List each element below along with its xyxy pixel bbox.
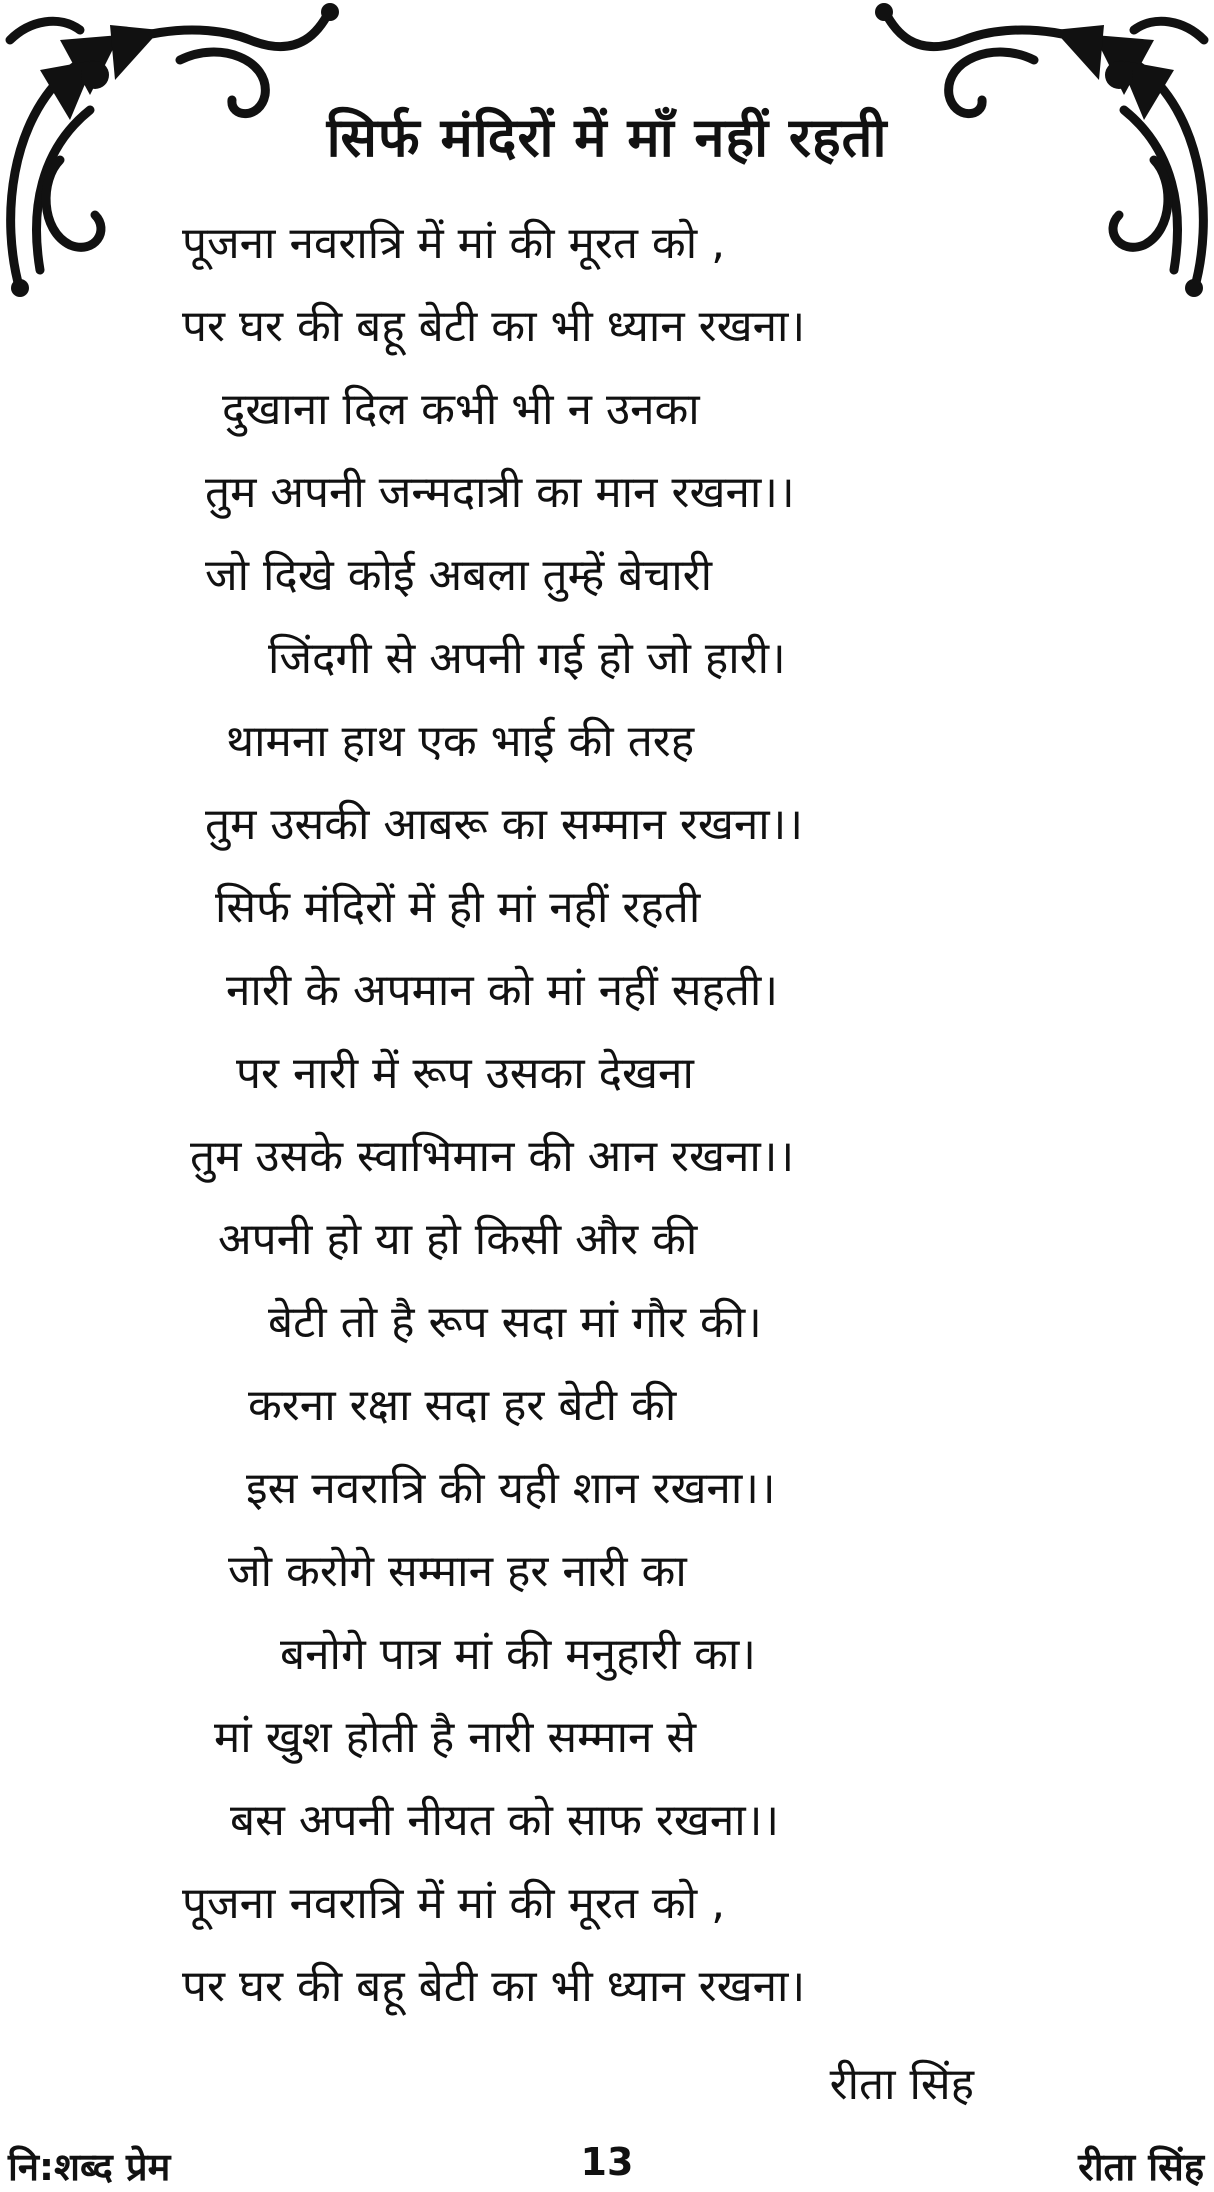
poem-line: बेटी तो है रूप सदा मां गौर की। [268, 1297, 762, 1348]
poem-line: इस नवरात्रि की यही शान रखना।। [246, 1463, 776, 1514]
poem-line: मां खुश होती है नारी सम्मान से [214, 1712, 697, 1763]
poem-line: पर नारी में रूप उसका देखना [236, 1048, 694, 1099]
footer-page-number: 13 [580, 2140, 634, 2184]
poem-line: करना रक्षा सदा हर बेटी की [248, 1380, 677, 1431]
poem-line: नारी के अपमान को मां नहीं सहती। [226, 965, 778, 1016]
poem-line: तुम उसके स्वाभिमान की आन रखना।। [190, 1131, 795, 1182]
poem-line: पर घर की बहू बेटी का भी ध्यान रखना। [182, 1961, 806, 2012]
poem-line: जो करोगे सम्मान हर नारी का [228, 1546, 687, 1597]
footer-author: रीता सिंह [1078, 2145, 1204, 2189]
poem-line: दुखाना दिल कभी भी न उनका [222, 384, 700, 435]
poem-title: सिर्फ मंदिरों में माँ नहीं रहती [326, 106, 888, 169]
poem-line: पर घर की बहू बेटी का भी ध्यान रखना। [182, 301, 806, 352]
poem-line: बनोगे पात्र मां की मनुहारी का। [280, 1629, 756, 1680]
poem-line: जो दिखे कोई अबला तुम्हें बेचारी [205, 550, 713, 601]
poem-line: जिंदगी से अपनी गई हो जो हारी। [268, 633, 786, 684]
poem-signature: रीता सिंह [829, 2059, 974, 2110]
footer-book-title: नि:शब्द प्रेम [8, 2145, 171, 2189]
poem-line: थामना हाथ एक भाई की तरह [226, 716, 695, 767]
poem-line: पूजना नवरात्रि में मां की मूरत को , [182, 1878, 726, 1929]
poem-line: सिर्फ मंदिरों में ही मां नहीं रहती [215, 882, 701, 933]
poem-line: तुम उसकी आबरू का सम्मान रखना।। [205, 799, 804, 850]
poem-line: पूजना नवरात्रि में मां की मूरत को , [182, 218, 726, 269]
poem-line: अपनी हो या हो किसी और की [218, 1214, 698, 1265]
poem-line: तुम अपनी जन्मदात्री का मान रखना।। [205, 467, 795, 518]
poem-line: बस अपनी नीयत को साफ रखना।। [230, 1795, 780, 1846]
